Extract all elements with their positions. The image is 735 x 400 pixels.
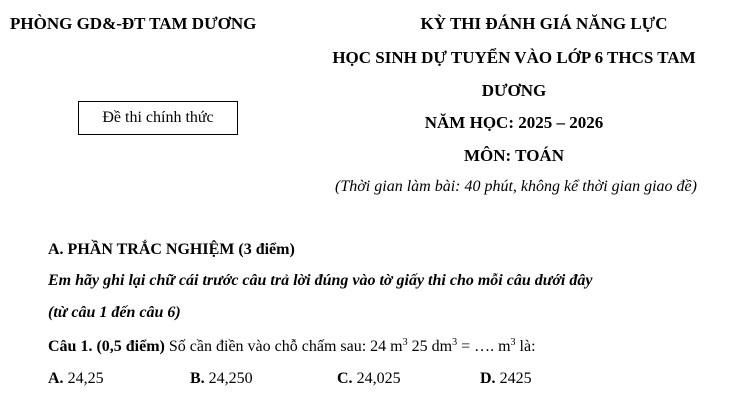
option-letter: A. xyxy=(48,370,64,387)
option-b xyxy=(190,370,253,388)
option-letter: C. xyxy=(337,370,353,387)
question-1-exponent-2: 3 xyxy=(452,337,458,348)
option-d xyxy=(480,370,532,388)
question-1-exponent-1: 3 xyxy=(402,337,408,348)
option-letter: B. xyxy=(190,370,205,387)
option-letter: D. xyxy=(480,370,496,387)
option-c xyxy=(337,370,401,388)
question-1-text-blank: = …. m xyxy=(457,338,511,355)
question-1-text-before: Số cần điền vào chỗ chấm sau: 24 m xyxy=(164,338,403,355)
option-value: 24,250 xyxy=(204,370,253,387)
option-a xyxy=(48,370,104,388)
option-value: 2425 xyxy=(495,370,532,387)
exam-title-line-3: DƯƠNG xyxy=(481,81,547,100)
instruction-line-1: Em hãy ghi lại chữ cái trước câu trả lời đúng vào tờ giấy thi cho mỗi câu dưới đây xyxy=(48,272,593,289)
option-value: 24,25 xyxy=(63,370,104,387)
question-1-label: Câu 1. (0,5 điểm) xyxy=(48,338,165,355)
question-1-text-after: là: xyxy=(515,338,536,355)
question-1-text-mid: 25 dm xyxy=(407,338,453,355)
section-a-title: A. PHẦN TRẮC NGHIỆM (3 điểm) xyxy=(48,241,295,258)
official-exam-label: Đề thi chính thức xyxy=(102,109,214,126)
subject-title: MÔN: TOÁN xyxy=(464,146,564,165)
department-name: PHÒNG GD&-ĐT TAM DƯƠNG xyxy=(10,14,257,33)
school-year: NĂM HỌC: 2025 – 2026 xyxy=(424,113,604,132)
question-1 xyxy=(48,338,536,356)
option-value: 24,025 xyxy=(352,370,401,387)
exam-title-line-2: HỌC SINH DỰ TUYỂN VÀO LỚP 6 THCS TAM xyxy=(332,48,696,67)
instruction-line-2: (từ câu 1 đến câu 6) xyxy=(48,304,181,321)
question-1-exponent-3: 3 xyxy=(510,337,516,348)
official-exam-box xyxy=(78,101,238,135)
exam-title-line-1: KỲ THI ĐÁNH GIÁ NĂNG LỰC xyxy=(420,14,668,33)
time-note: (Thời gian làm bài: 40 phút, không kể thời gian giao đề) xyxy=(335,178,697,195)
